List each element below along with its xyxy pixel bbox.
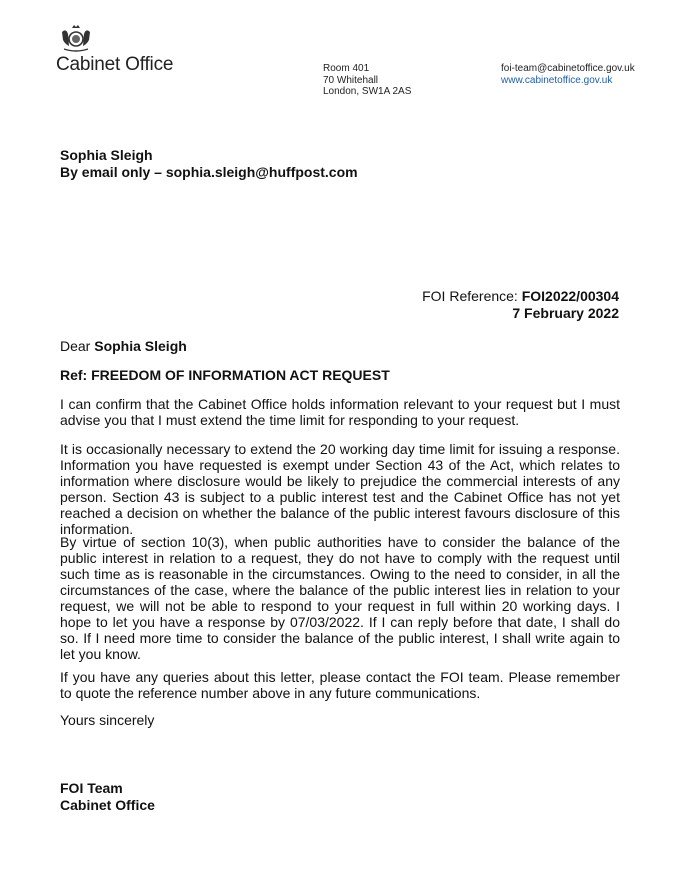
recipient-block [60,147,358,181]
subject-line: Ref: FREEDOM OF INFORMATION ACT REQUEST [60,367,390,383]
reference-block [422,288,619,322]
royal-crest-icon [58,22,94,54]
signature-block [60,780,155,814]
organisation-name: Cabinet Office [56,54,174,75]
address-line: Room 401 [323,63,370,74]
paragraph-section-43: It is occasionally necessary to extend the 20 working day time limit for issuing a response. Information you have requested is exempt under Section 43 of the Act, which relates to information where disclosure would be likely to prejudice the commercial interests of any person. Section 43 is subject to a public interest test and the Cabinet Office has not yet reached a decision on whether the balance of the public interest favours disclosure of this information. [60,441,620,537]
letter-date: 7 February 2022 [512,305,619,321]
reference-number: FOI2022/00304 [521,288,619,304]
salutation: Dear Sophia Sleigh [60,338,187,354]
address-line: 70 Whitehall [323,74,379,86]
contact-details [501,63,635,86]
paragraph-confirmation: I can confirm that the Cabinet Office holds information relevant to your request but I must advise you that I must extend the time limit for responding to your request. [60,396,620,428]
recipient-delivery: By email only – sophia.sleigh@huffpost.com [60,164,358,180]
signature-team: FOI Team [60,780,123,796]
signature-organisation: Cabinet Office [60,797,155,813]
recipient-name: Sophia Sleigh [60,147,153,163]
address-line: London, SW1A 2AS [323,86,412,97]
reference-label: FOI Reference: [422,288,522,304]
website-link[interactable]: www.cabinetoffice.gov.uk [501,74,613,86]
salutation-name: Sophia Sleigh [94,338,187,354]
paragraph-section-10: By virtue of section 10(3), when public authorities have to consider the balance of the public interest in relation to a request, they do not have to comply with the request until such time as is reasonable in the circumstances. Owing to the need to consider, in all the circumstances of the case, where the balance of the public interest lies in relation to your request, we will not be able to respond to your request in full within 20 working days. I hope to let you have a response by 07/03/2022. If I can reply before that date, I shall do so. If I need more time to consider the balance of the public interest, I shall write again to let you know. [60,534,620,662]
closing: Yours sincerely [60,712,155,728]
paragraph-queries: If you have any queries about this letter, please contact the FOI team. Please remember to quote the reference number above in any future communications. [60,669,620,701]
office-address [323,63,411,98]
contact-email[interactable]: foi-team@cabinetoffice.gov.uk [501,63,635,74]
